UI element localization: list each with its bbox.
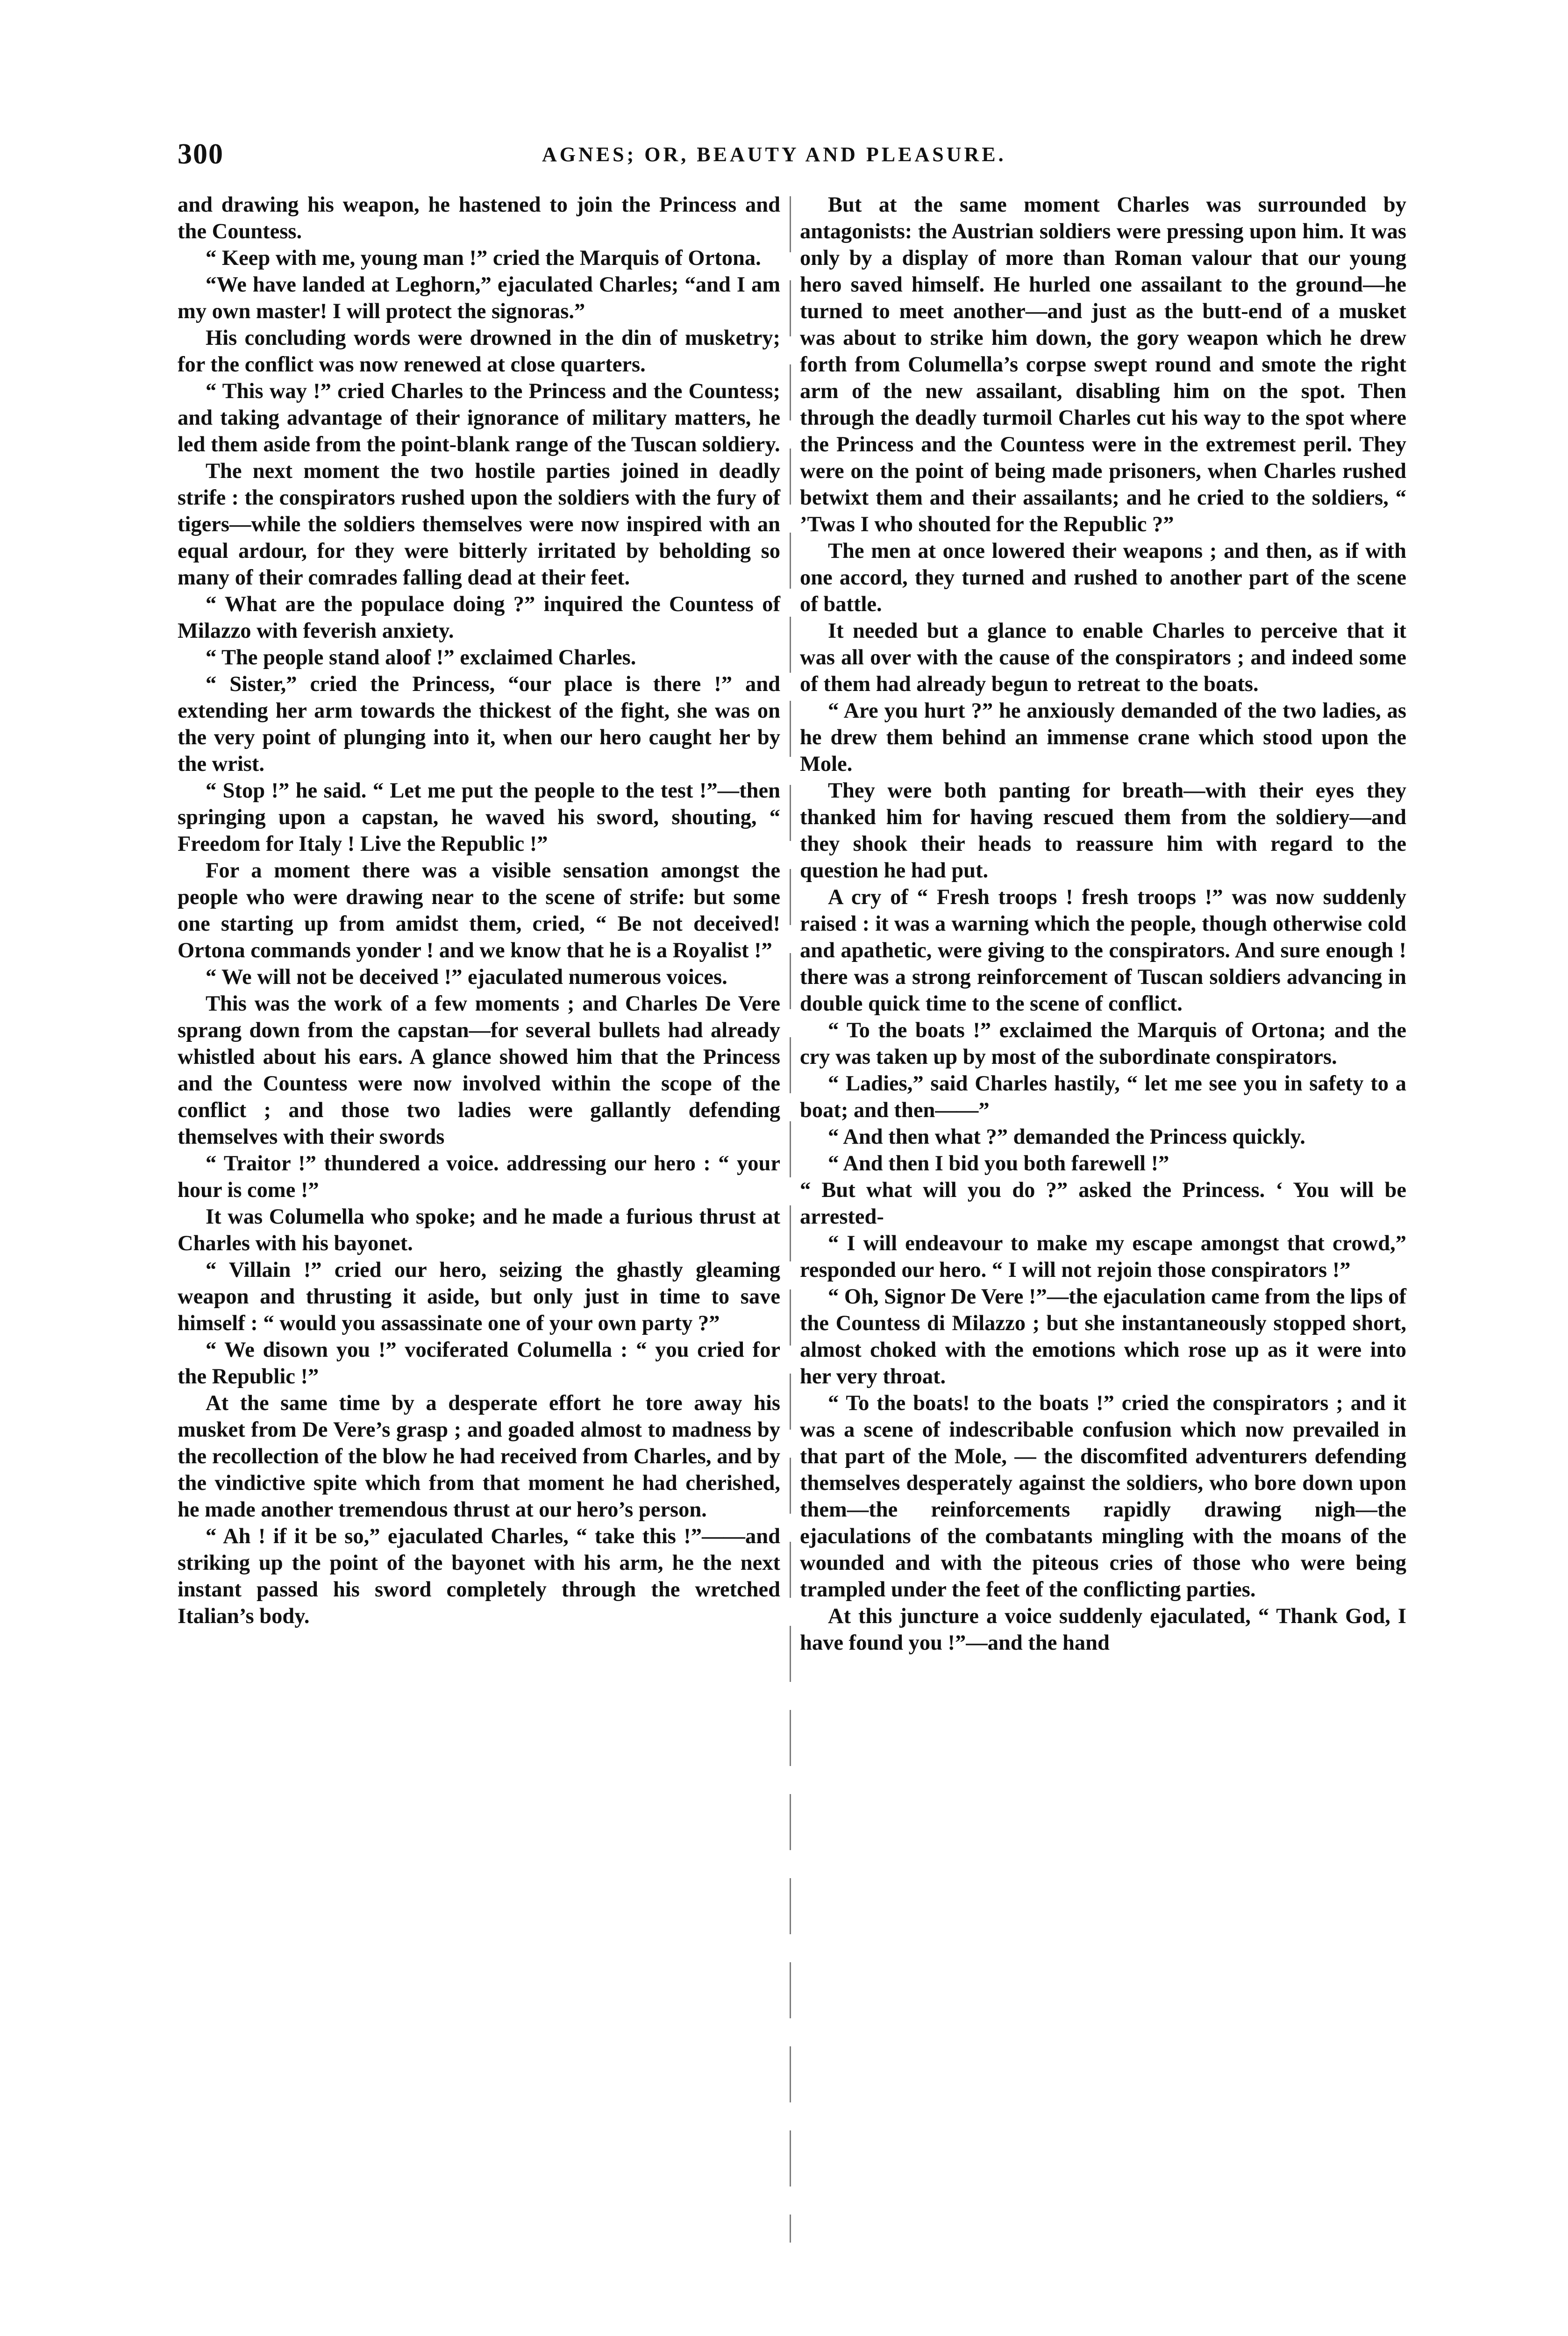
paragraph: “ But what will you do ?” asked the Princess. ‘ You will be arrested- <box>800 1178 1406 1229</box>
page-header <box>178 138 1406 175</box>
paragraph: “ Sister,” cried the Princess, “our place is there !” and extending her arm towards the thickest of the fight, she was on the very point of plunging into it, when our hero caught her by the wrist. <box>178 672 780 776</box>
paragraph: It was Columella who spoke; and he made a furious thrust at Charles with his bayonet. <box>178 1205 780 1255</box>
paragraph: “ To the boats !” exclaimed the Marquis of Ortona; and the cry was taken up by most of the subordinate conspirators. <box>800 1018 1406 1069</box>
paragraph: “ Stop !” he said. “ Let me put the people to the test !”—then springing upon a capstan, he waved his sword, shouting, “ Freedom for Italy ! Live the Republic !” <box>178 779 780 856</box>
paragraph: “ To the boats! to the boats !” cried the conspirators ; and it was a scene of indescribable confusion which now prevailed in that part of the Mole, — the discomfited adventurers defending themselves desperately against the soldiers, who bore down upon them—the reinforcements rapidly drawing nigh—the ejaculations of the combatants mingling with the moans of the wounded and with the piteous cries of those who were being trampled under the feet of the conflicting parties. <box>800 1391 1406 1602</box>
paragraph: “ I will endeavour to make my escape amongst that crowd,” responded our hero. “ I will not rejoin those conspirators !” <box>800 1232 1406 1282</box>
paragraph: “ And then I bid you both farewell !” <box>828 1152 1169 1175</box>
paragraph: “ We will not be deceived !” ejaculated numerous voices. <box>206 965 727 989</box>
left-column <box>178 192 780 1630</box>
paragraph: A cry of “ Fresh troops ! fresh troops !” was now suddenly raised : it was a warning which the people, though otherwise cold and apathetic, were giving to the conspirators. And sure enough ! there was a strong reinforcement of Tuscan soldiers advancing in double quick time to the scene of conflict. <box>800 885 1406 1016</box>
paragraph: and drawing his weapon, he hastened to join the Princess and the Countess. <box>178 193 780 243</box>
paragraph: “ Ah ! if it be so,” ejaculated Charles, “ take this !”——and striking up the point of the bayonet with his arm, he the next instant passed his sword completely through the wretched Italian’s body. <box>178 1524 780 1628</box>
paragraph: “ The people stand aloof !” exclaimed Charles. <box>206 646 636 669</box>
paragraph: The next moment the two hostile parties joined in deadly strife : the conspirators rushed upon the soldiers with the fury of tigers—while the soldiers themselves were now inspired with an equal ardour, for they were bitterly irritated by beholding so many of their comrades falling dead at their feet. <box>178 459 780 590</box>
column-divider <box>790 196 791 2243</box>
paragraph: “ And then what ?” demanded the Princess quickly. <box>828 1125 1305 1149</box>
paragraph: At this juncture a voice suddenly ejaculated, “ Thank God, I have found you !”—and the hand <box>800 1604 1406 1655</box>
paragraph: “ Traitor !” thundered a voice. addressing our hero : “ your hour is come !” <box>178 1152 780 1202</box>
paragraph: “ Villain !” cried our hero, seizing the ghastly gleaming weapon and thrusting it aside, but only just in time to save himself : “ would you assassinate one of your own party ?” <box>178 1258 780 1335</box>
paragraph: At the same time by a desperate effort he tore away his musket from De Vere’s grasp ; and goaded almost to madness by the recollection of the blow he had received from Charles, and by the vindictive spite which from that moment he had cherished, he made another tremendous thrust at our hero’s person. <box>178 1391 780 1522</box>
paragraph: For a moment there was a visible sensation amongst the people who were drawing near to the scene of strife: but some one starting up from amidst them, cried, “ Be not deceived! Ortona commands yonder ! and we know that he is a Royalist !” <box>178 859 780 962</box>
paragraph: “ Are you hurt ?” he anxiously demanded of the two ladies, as he drew them behind an immense crane which stood upon the Mole. <box>800 699 1406 776</box>
page-number: 300 <box>178 138 224 170</box>
paragraph: But at the same moment Charles was surrounded by antagonists: the Austrian soldiers were pressing upon him. It was only by a display of more than Roman valour that our young hero saved himself. He hurled one assailant to the ground—he turned to meet another—and just as the butt-end of a musket was about to strike him down, the gory weapon which he drew forth from Columella’s corpse swept round and smote the right arm of the new assailant, disabling him on the spot. Then through the deadly turmoil Charles cut his way to the spot where the Princess and the Countess were in the extremest peril. They were on the point of being made prisoners, when Charles rushed betwixt them and their assailants; and he cried to the soldiers, “ ’Twas I who shouted for the Republic ?” <box>800 193 1406 536</box>
paragraph: “ This way !” cried Charles to the Princess and the Countess; and taking advantage of their ignorance of military matters, he led them aside from the point-blank range of the Tuscan soldiery. <box>178 379 780 456</box>
paragraph: “ We disown you !” vociferated Columella : “ you cried for the Republic !” <box>178 1338 780 1389</box>
paragraph: It needed but a glance to enable Charles to perceive that it was all over with the cause of the conspirators ; and indeed some of them had already begun to retreat to the boats. <box>800 619 1406 696</box>
paragraph: His concluding words were drowned in the din of musketry; for the conflict was now renewed at close quarters. <box>178 326 780 377</box>
running-title: AGNES; OR, BEAUTY AND PLEASURE. <box>542 143 1006 166</box>
paragraph: “ Oh, Signor De Vere !”—the ejaculation came from the lips of the Countess di Milazzo ; but she instantaneously stopped short, almost choked with the emotions which rose up as it were into her very throat. <box>800 1285 1406 1389</box>
paragraph: “ Ladies,” said Charles hastily, “ let me see you in safety to a boat; and then——” <box>800 1072 1406 1122</box>
paragraph: The men at once lowered their weapons ; and then, as if with one accord, they turned and rushed to another part of the scene of battle. <box>800 539 1406 616</box>
paragraph: They were both panting for breath—with their eyes they thanked him for having rescued them from the soldiery—and they shook their heads to reassure him with regard to the question he had put. <box>800 779 1406 883</box>
right-column <box>800 192 1406 1656</box>
paragraph: “ What are the populace doing ?” inquired the Countess of Milazzo with feverish anxiety. <box>178 592 780 643</box>
paragraph: “ Keep with me, young man !” cried the Marquis of Ortona. <box>206 246 761 270</box>
paragraph: “We have landed at Leghorn,” ejaculated Charles; “and I am my own master! I will protect the signoras.” <box>178 273 780 323</box>
paragraph: This was the work of a few moments ; and Charles De Vere sprang down from the capstan—for several bullets had already whistled about his ears. A glance showed him that the Princess and the Countess were now involved within the scope of the conflict ; and those two ladies were gallantly defending themselves with their swords <box>178 992 780 1149</box>
